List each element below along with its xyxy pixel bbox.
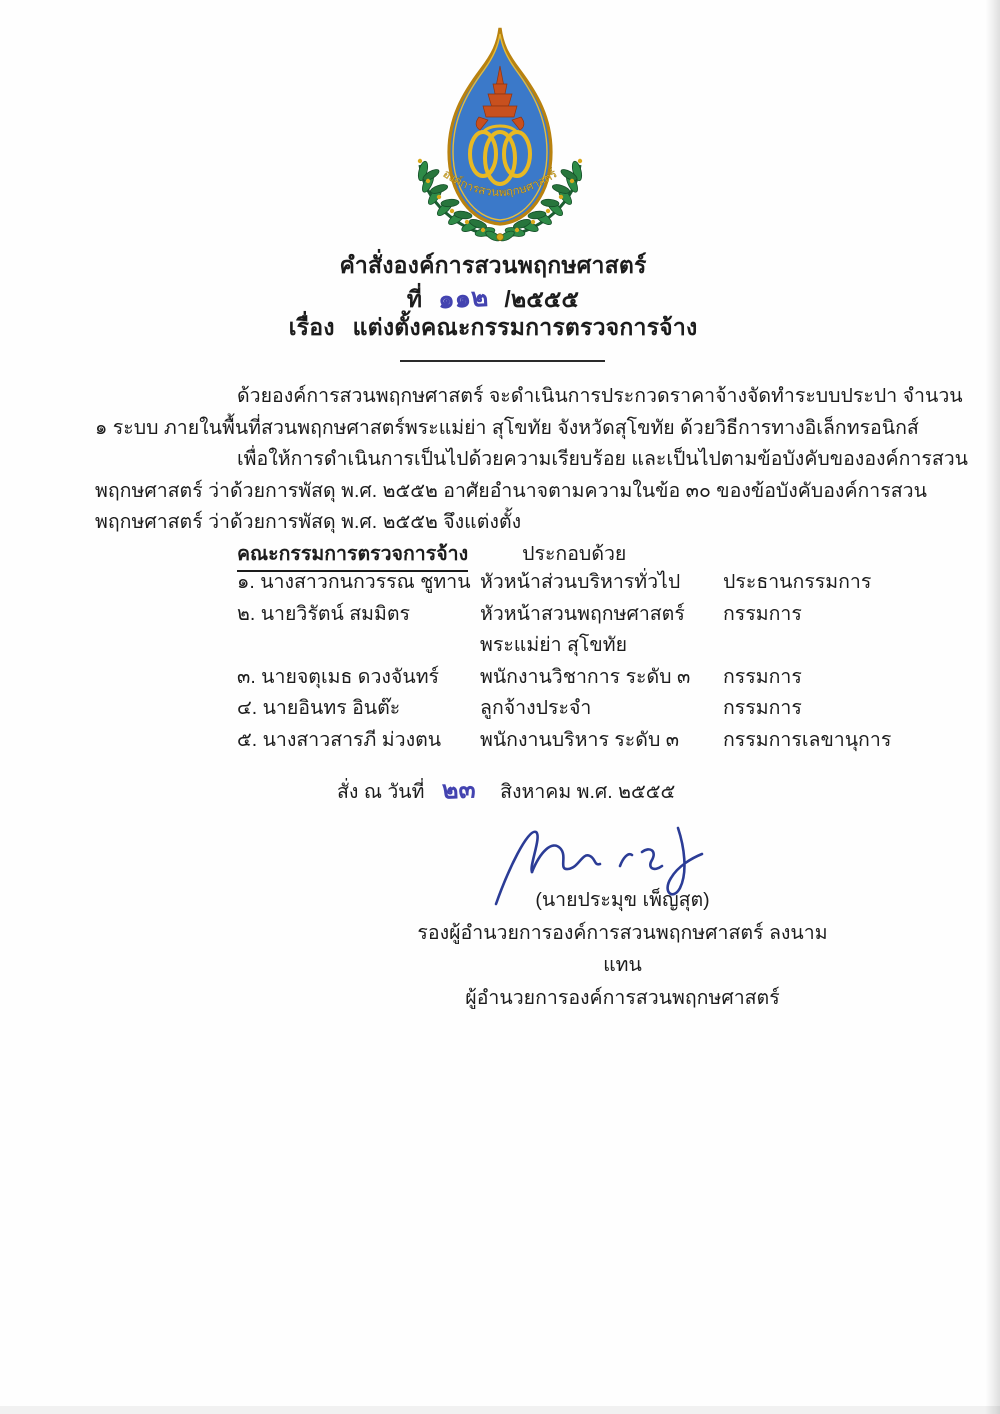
member-role: กรรมการ — [723, 665, 802, 688]
committee-row — [237, 662, 927, 694]
member-position: พนักงานวิชาการ ระดับ ๓ — [480, 665, 691, 688]
committee-row — [237, 725, 927, 757]
committee-heading-suffix: ประกอบด้วย — [522, 543, 627, 565]
committee-row — [237, 567, 927, 599]
body-line: พฤกษศาสตร์ ว่าด้วยการพัสดุ พ.ศ. ๒๕๕๒ จึงแต่งตั้ง — [95, 511, 522, 533]
member-name: ๓. นายจตุเมธ ดวงจันทร์ — [237, 665, 440, 688]
header-divider — [400, 360, 605, 362]
member-position — [480, 599, 723, 662]
order-title-text: คำสั่งองค์การสวนพฤกษศาสตร์ — [339, 252, 647, 278]
issuance-month-year: สิงหาคม พ.ศ. ๒๕๕๕ — [500, 781, 676, 803]
emblem-ring-text: องค์การสวนพฤกษศาสตร์ — [440, 168, 560, 200]
subject-text: แต่งตั้งคณะกรรมการตรวจการจ้าง — [352, 314, 698, 340]
committee-table — [237, 567, 927, 756]
body-line: พฤกษศาสตร์ ว่าด้วยการพัสดุ พ.ศ. ๒๕๕๒ อาศัยอำนาจตามความในข้อ ๓๐ ของข้อบังคับองค์การสวน — [95, 479, 927, 502]
emblem-graphic — [395, 24, 605, 249]
body-line: ด้วยองค์การสวนพฤกษศาสตร์ จะดำเนินการประกวดราคาจ้างจัดทำระบบประปา จำนวน — [237, 385, 963, 407]
subject-line — [0, 310, 986, 346]
order-number-handwritten: ๑๑๒ — [437, 281, 490, 315]
signer-title-2: ผู้อำนวยการองค์การสวนพฤกษศาสตร์ — [465, 986, 780, 1009]
signer-name: (นายประมุข เพ็ญสุต) — [535, 889, 710, 911]
committee-heading: คณะกรรมการตรวจการจ้าง — [237, 538, 468, 572]
issuance-day-handwritten: ๒๓ — [442, 775, 477, 805]
organization-emblem — [395, 24, 605, 249]
subject-label: เรื่อง — [288, 314, 335, 340]
committee-row — [237, 599, 927, 662]
member-position: ลูกจ้างประจำ — [480, 697, 592, 719]
member-role: กรรมการเลขานุการ — [723, 728, 892, 751]
order-number-year: /๒๕๕๕ — [504, 286, 580, 312]
body-line: ๑ ระบบ ภายในพื้นที่สวนพฤกษศาสตร์พระแม่ย่า สุโขทัย จังหวัดสุโขทัย ด้วยวิธีการทางอิเล็กทรอนิกส์ — [95, 416, 919, 439]
member-position-line1: หัวหน้าสวนพฤกษศาสตร์ — [480, 602, 685, 625]
member-role: กรรมการ — [723, 602, 802, 625]
member-position: พนักงานบริหาร ระดับ ๓ — [480, 728, 680, 751]
signer-title-1: รองผู้อำนวยการองค์การสวนพฤกษศาสตร์ ลงนามแทน — [417, 921, 828, 976]
member-name: ๕. นางสาวสารภี ม่วงตน — [237, 728, 442, 751]
wreath-ribbon-icon — [484, 229, 515, 243]
member-position: หัวหน้าส่วนบริหารทั่วไป — [480, 571, 681, 593]
issuance-prefix: สั่ง ณ วันที่ — [337, 781, 425, 803]
body-text — [95, 381, 969, 539]
signature-block — [400, 884, 845, 1014]
scan-edge-bottom — [0, 1406, 1000, 1414]
member-position-line2: พระแม่ย่า สุโขทัย — [480, 634, 628, 656]
member-name: ๑. นางสาวกนกวรรณ ชูทาน — [237, 571, 471, 593]
member-role: ประธานกรรมการ — [723, 571, 872, 593]
committee-row — [237, 693, 927, 725]
member-role: กรรมการ — [723, 697, 802, 719]
scan-edge-right — [985, 0, 1000, 1414]
member-name: ๒. นายวิรัตน์ สมมิตร — [237, 602, 410, 625]
order-number-prefix: ที่ — [406, 286, 423, 312]
issuance-date-line — [337, 770, 675, 810]
member-name: ๔. นายอินทร อินต๊ะ — [237, 697, 401, 719]
body-line: เพื่อให้การดำเนินการเป็นไปด้วยความเรียบร้อย และเป็นไปตามข้อบังคับขององค์การสวน — [237, 448, 969, 470]
